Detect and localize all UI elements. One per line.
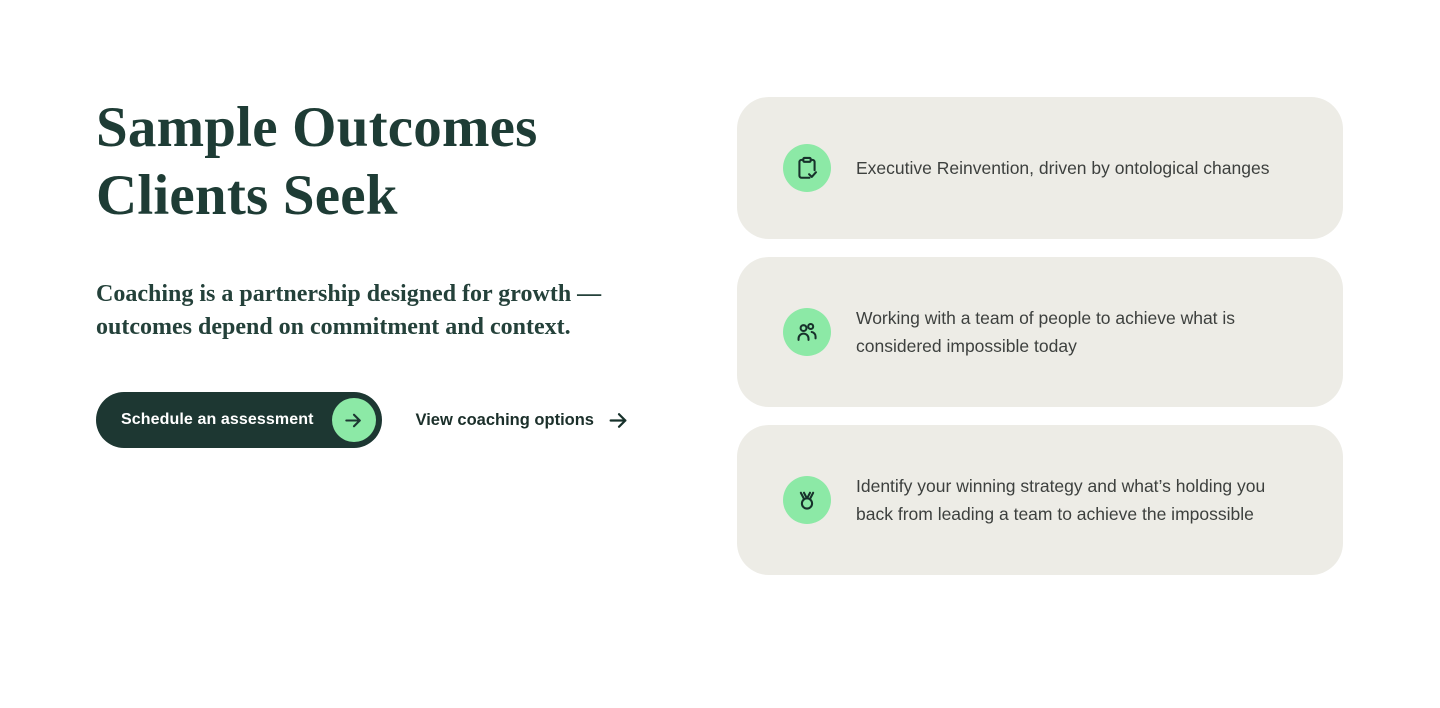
cta-row (96, 392, 631, 448)
arrow-right-icon (606, 408, 631, 433)
outcome-card-team-impossible (737, 257, 1343, 407)
outcome-card-winning-strategy (737, 425, 1343, 575)
schedule-assessment-label: Schedule an assessment (121, 411, 314, 428)
view-coaching-options-link[interactable] (416, 408, 631, 433)
hero-subtitle-line2: outcomes depend on commitment and context. (96, 313, 571, 340)
users-icon (783, 308, 831, 356)
hero-left-column (96, 94, 676, 429)
arrow-right-circle-icon (332, 398, 376, 442)
hero-subtitle (96, 278, 676, 343)
medal-icon (783, 476, 831, 524)
clipboard-check-icon (783, 144, 831, 192)
page-title-line1: Sample Outcomes (96, 96, 538, 159)
outcome-cards-list (737, 97, 1343, 575)
page-title-line2: Clients Seek (96, 164, 398, 227)
hero-subtitle-line1: Coaching is a partnership designed for growth — (96, 281, 602, 307)
view-coaching-options-label: View coaching options (415, 410, 594, 429)
schedule-assessment-button[interactable] (96, 392, 382, 448)
outcome-card-executive-reinvention (737, 97, 1343, 239)
outcome-card-text: Identify your winning strategy and what’s holding you back from leading a team to achieve the impossible (856, 476, 1266, 524)
outcome-card-text: Working with a team of people to achieve what is considered impossible today (856, 308, 1236, 356)
page-title (96, 94, 676, 230)
outcome-card-text: Executive Reinvention, driven by ontological changes (856, 158, 1270, 178)
